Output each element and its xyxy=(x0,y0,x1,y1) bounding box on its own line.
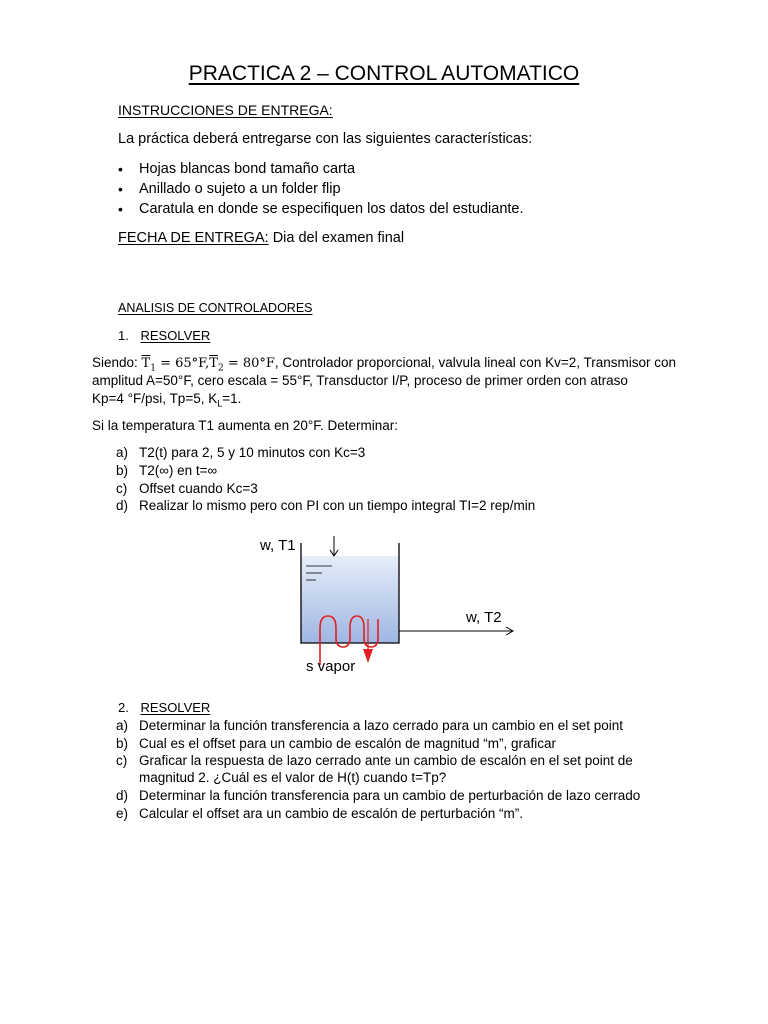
task-letter: e) xyxy=(116,806,129,821)
bullet-1: • xyxy=(118,161,123,177)
kl-subscript: L xyxy=(217,398,223,409)
task-text: Graficar la respuesta de lazo cerrado ante un cambio de escalón en el set point de xyxy=(139,753,633,768)
section-title: RESOLVER xyxy=(140,700,211,715)
task-letter: c) xyxy=(116,753,128,768)
bullet-item: Hojas blancas bond tamaño carta xyxy=(139,161,356,177)
problem-line-2: amplitud A=50°F, cero escala = 55°F, Transductor I/P, proceso de primer orden con atraso xyxy=(92,373,628,388)
tank-diagram xyxy=(250,525,520,685)
instrucciones-intro: La práctica deberá entregarse con las siguientes características: xyxy=(118,131,533,147)
task-letter: a) xyxy=(116,718,129,733)
t2-value: = 80°F xyxy=(223,356,275,371)
t1-subscript: 1 xyxy=(150,363,156,374)
task-text: Determinar la función transferencia a lazo cerrado para un cambio en el set point xyxy=(139,718,624,733)
section-number: 2. xyxy=(118,700,129,715)
instrucciones-heading: INSTRUCCIONES DE ENTREGA: xyxy=(118,102,333,118)
t1-symbol: $\overline{T}$ xyxy=(141,356,151,371)
t1-value: = 65°F, xyxy=(155,356,210,371)
section-2-heading xyxy=(118,700,210,715)
fecha-entrega xyxy=(118,230,404,246)
steam-arrow-icon xyxy=(363,649,373,663)
bullet-2: • xyxy=(118,181,123,197)
si-line: Si la temperatura T1 aumenta en 20°F. Determinar: xyxy=(92,418,399,433)
fecha-label: FECHA DE ENTREGA: xyxy=(118,230,269,246)
section-number: 1. xyxy=(118,328,129,343)
task-text: Determinar la función transferencia para un cambio de perturbación de lazo cerrado xyxy=(139,788,641,803)
task-text: T2(∞) en t=∞ xyxy=(139,463,218,478)
task-text-continued: magnitud 2. ¿Cuál es el valor de H(t) cuando t=Tp? xyxy=(139,770,447,785)
bullet-item: Anillado o sujeto a un folder flip xyxy=(139,181,341,197)
analisis-heading: ANALISIS DE CONTROLADORES xyxy=(118,301,313,315)
t2-subscript: 2 xyxy=(217,363,224,374)
task-text: Realizar lo mismo pero con PI con un tiempo integral TI=2 rep/min xyxy=(139,498,536,513)
task-text: Calcular el offset ara un cambio de escalón de perturbación “m”. xyxy=(139,806,523,821)
inlet-label: w, T1 xyxy=(260,537,296,554)
section-title: RESOLVER xyxy=(140,328,211,343)
task-letter: d) xyxy=(116,788,129,803)
t1-equation xyxy=(141,356,275,374)
task-letter: d) xyxy=(116,498,129,513)
task-letter: b) xyxy=(116,736,129,751)
task-text: T2(t) para 2, 5 y 10 minutos con Kc=3 xyxy=(139,445,366,460)
line1-rest: , Controlador proporcional, valvula lineal con Kv=2, Transmisor con xyxy=(274,355,676,370)
outlet-label: w, T2 xyxy=(466,609,502,626)
line3-text: Kp=4 °F/psi, Tp=5, K xyxy=(92,391,218,406)
t2-symbol: $\overline{T}$ xyxy=(209,356,218,371)
siendo-label: Siendo: xyxy=(92,355,142,370)
task-letter: b) xyxy=(116,463,129,478)
fecha-value: Dia del examen final xyxy=(268,230,405,246)
task-letter: a) xyxy=(116,445,129,460)
problem-line-1 xyxy=(92,355,676,374)
task-text: Offset cuando Kc=3 xyxy=(139,481,258,496)
problem-line-3 xyxy=(92,391,241,409)
line3-end: =1. xyxy=(222,391,242,406)
page-title: PRACTICA 2 – CONTROL AUTOMATICO xyxy=(188,62,580,85)
bullet-3: • xyxy=(118,201,123,217)
steam-label: s vapor xyxy=(306,658,356,675)
task-letter: c) xyxy=(116,481,128,496)
task-text: Cual es el offset para un cambio de escalón de magnitud “m”, graficar xyxy=(139,736,556,751)
bullet-item: Caratula en donde se especifiquen los datos del estudiante. xyxy=(139,201,524,217)
section-1-heading xyxy=(118,328,210,343)
